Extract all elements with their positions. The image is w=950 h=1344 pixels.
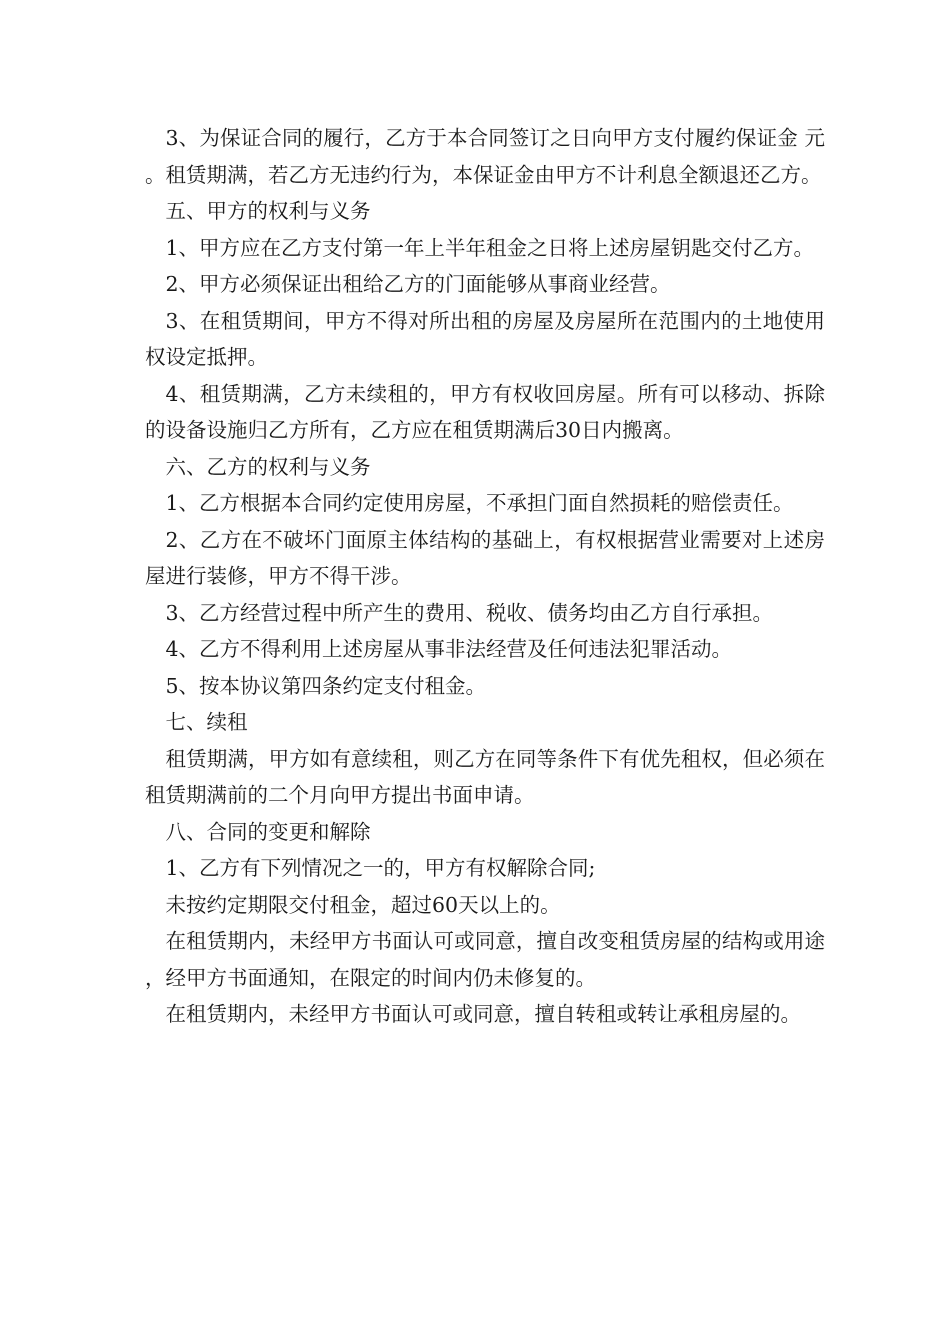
- clause-4-3-deposit: 3、为保证合同的履行，乙方于本合同签订之日向甲方支付履约保证金 元。租赁期满，若乙方无违约行为，本保证金由甲方不计利息全额退还乙方。: [145, 126, 825, 187]
- clause-8-1-item-c: 在租赁期内，未经甲方书面认可或同意，擅自转租或转让承租房屋的。: [165, 1002, 801, 1026]
- clause-8-1: 1、乙方有下列情况之一的，甲方有权解除合同;: [165, 856, 596, 880]
- section-5-heading: 五、甲方的权利与义务: [165, 199, 371, 223]
- section-6-heading: 六、乙方的权利与义务: [165, 454, 371, 479]
- section-8-heading: 八、合同的变更和解除: [165, 819, 371, 844]
- clause-5-1: 1、甲方应在乙方支付第一年上半年租金之日将上述房屋钥匙交付乙方。: [165, 235, 815, 260]
- clause-8-1-item-a: 未按约定期限交付租金，超过60天以上的。: [165, 892, 561, 917]
- clause-5-2: 2、甲方必须保证出租给乙方的门面能够从事商业经营。: [165, 272, 671, 296]
- clause-6-5: 5、按本协议第四条约定支付租金。: [165, 673, 487, 698]
- clause-6-2: 2、乙方在不破坏门面原主体结构的基础上，有权根据营业需要对上述房屋进行装修，甲方不得干涉。: [145, 527, 825, 588]
- clause-8-1-item-b: 在租赁期内，未经甲方书面认可或同意，擅自改变租赁房屋的结构或用途，经甲方书面通知，在限定的时间内仍未修复的。: [145, 929, 825, 990]
- section-7-heading: 七、续租: [165, 710, 248, 734]
- clause-5-4: 4、租赁期满，乙方未续租的，甲方有权收回房屋。所有可以移动、拆除的设备设施归乙方所有，乙方应在租赁期满后30日内搬离。: [145, 381, 825, 442]
- clause-7-body: 租赁期满，甲方如有意续租，则乙方在同等条件下有优先租权，但必须在租赁期满前的二个月向甲方提出书面申请。: [145, 746, 825, 807]
- clause-6-4: 4、乙方不得利用上述房屋从事非法经营及任何违法犯罪活动。: [165, 637, 733, 661]
- document-body: [145, 120, 825, 1033]
- clause-6-1: 1、乙方根据本合同约定使用房屋，不承担门面自然损耗的赔偿责任。: [165, 491, 794, 515]
- clause-6-3: 3、乙方经营过程中所产生的费用、税收、债务均由乙方自行承担。: [165, 600, 774, 625]
- clause-5-3: 3、在租赁期间，甲方不得对所出租的房屋及房屋所在范围内的土地使用权设定抵押。: [145, 308, 825, 369]
